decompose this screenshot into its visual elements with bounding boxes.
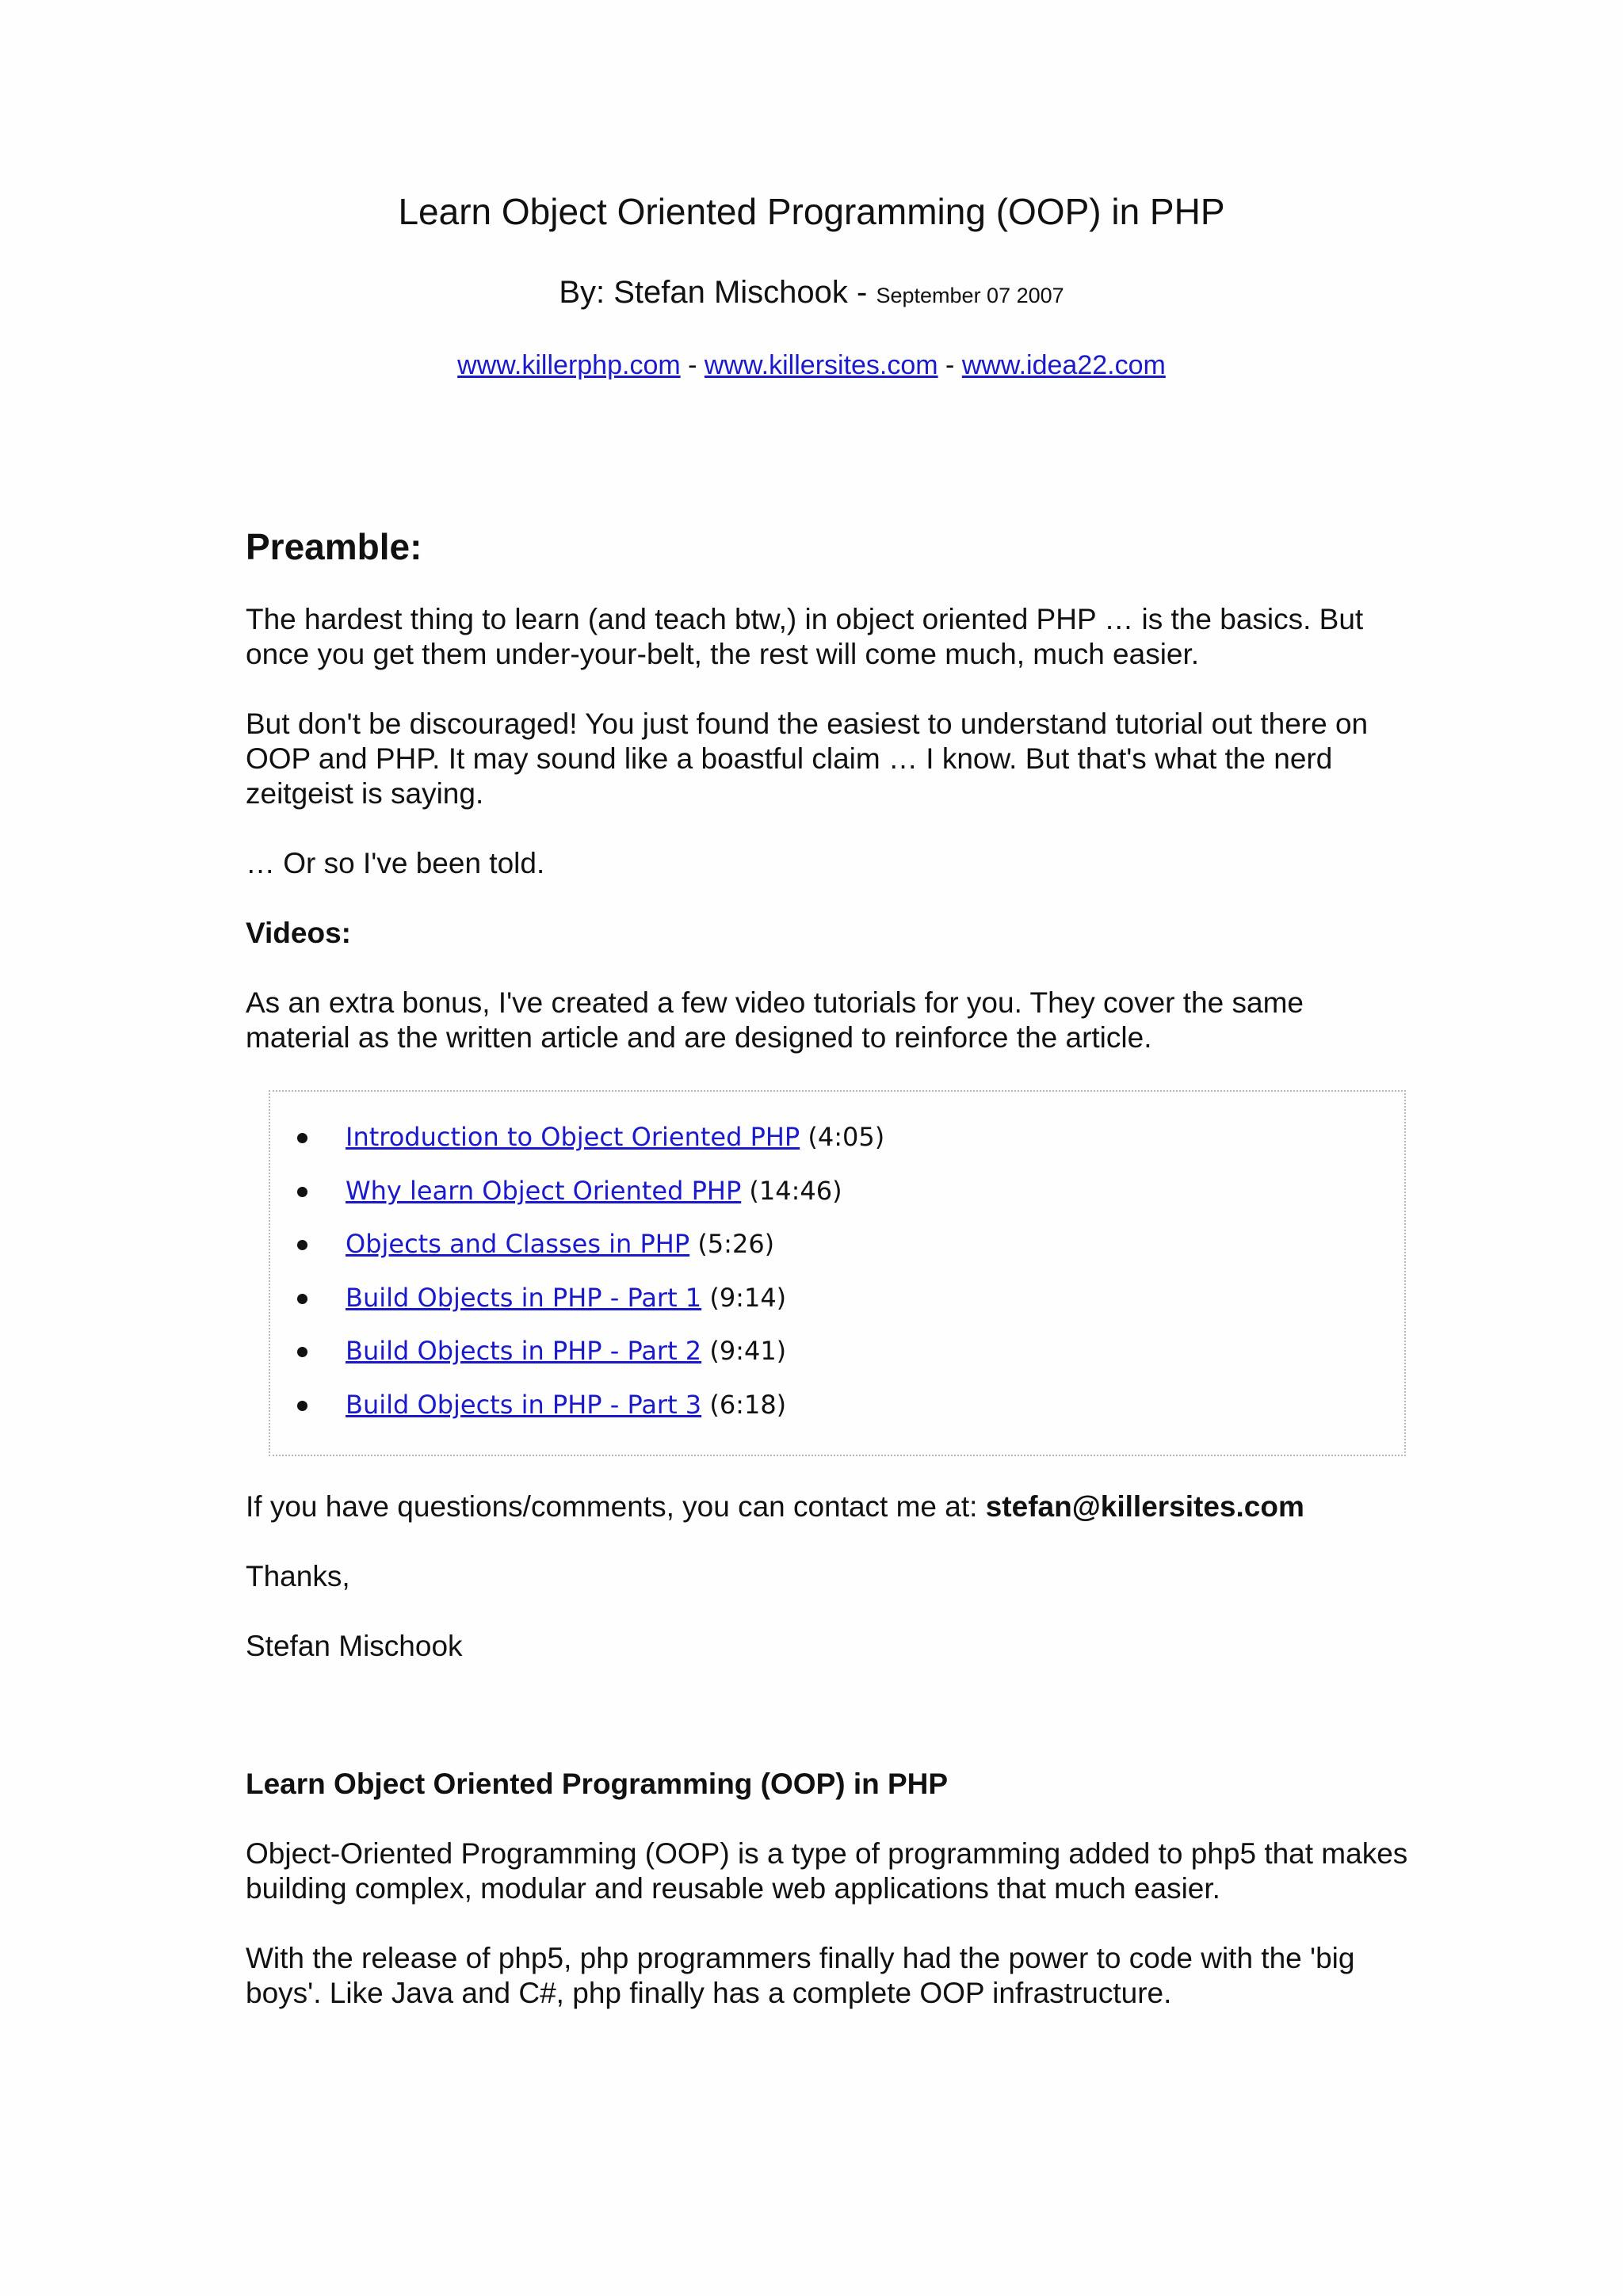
video-list bbox=[270, 1111, 1404, 1432]
link-killersites[interactable]: www.killersites.com bbox=[704, 350, 938, 381]
section2-heading: Learn Object Oriented Programming (OOP) in PHP bbox=[246, 1768, 949, 1801]
videos-heading: Videos: bbox=[246, 917, 351, 950]
video-link[interactable]: Build Objects in PHP - Part 3 bbox=[346, 1389, 702, 1420]
video-list-item bbox=[270, 1379, 1404, 1432]
video-link[interactable]: Why learn Object Oriented PHP bbox=[346, 1175, 742, 1206]
bullet-icon bbox=[297, 1401, 307, 1411]
bullet-icon bbox=[297, 1133, 307, 1143]
byline bbox=[0, 273, 1623, 311]
video-link[interactable]: Build Objects in PHP - Part 2 bbox=[346, 1336, 702, 1367]
preamble-paragraph-2: But don't be discouraged! You just found the easiest to understand tutorial out there on OOP and PHP. It may sound like a boastful claim … I know. But that's what the nerd zeitgeist is saying. bbox=[246, 707, 1369, 810]
video-link[interactable]: Introduction to Object Oriented PHP bbox=[346, 1122, 800, 1153]
signoff-thanks: Thanks, bbox=[246, 1560, 350, 1593]
section2-paragraph-2: With the release of php5, php programmers finally had the power to code with the 'big boys'. Like Java and C#, php finally has a complete OOP infrastructure. bbox=[246, 1942, 1355, 2010]
video-duration: (4:05) bbox=[808, 1122, 885, 1153]
video-duration: (5:26) bbox=[697, 1229, 775, 1260]
section2-paragraph-1: Object-Oriented Programming (OOP) is a type of programming added to php5 that makes building complex, modular and reusable web applications that much easier. bbox=[246, 1837, 1408, 1905]
video-link[interactable]: Build Objects in PHP - Part 1 bbox=[346, 1282, 702, 1313]
document-header bbox=[0, 190, 1623, 382]
site-links bbox=[0, 349, 1623, 382]
videos-intro: As an extra bonus, I've created a few video tutorials for you. They cover the same material as the written article and are designed to reinforce the article. bbox=[246, 986, 1304, 1055]
contact-line bbox=[246, 1489, 1411, 1524]
video-duration: (9:14) bbox=[709, 1282, 787, 1313]
video-list-box bbox=[269, 1090, 1406, 1456]
bullet-icon bbox=[297, 1347, 307, 1357]
video-list-item bbox=[270, 1165, 1404, 1219]
video-list-item bbox=[270, 1325, 1404, 1379]
link-killerphp[interactable]: www.killerphp.com bbox=[457, 350, 681, 381]
contact-email: stefan@killersites.com bbox=[985, 1490, 1304, 1524]
document-body bbox=[246, 525, 1411, 2011]
author-line: By: Stefan Mischook - bbox=[559, 275, 868, 311]
video-duration: (9:41) bbox=[709, 1336, 787, 1367]
document-title: Learn Object Oriented Programming (OOP) in PHP bbox=[398, 191, 1225, 232]
video-list-item bbox=[270, 1272, 1404, 1325]
contact-text: If you have questions/comments, you can contact me at: bbox=[246, 1490, 978, 1524]
preamble-paragraph-3: … Or so I've been told. bbox=[246, 847, 545, 880]
link-separator: - bbox=[938, 350, 962, 381]
preamble-heading: Preamble: bbox=[246, 526, 422, 567]
video-list-item bbox=[270, 1111, 1404, 1165]
publish-date: September 07 2007 bbox=[876, 284, 1064, 308]
link-idea22[interactable]: www.idea22.com bbox=[961, 350, 1166, 381]
bullet-icon bbox=[297, 1240, 307, 1250]
signoff-name: Stefan Mischook bbox=[246, 1630, 463, 1663]
video-duration: (14:46) bbox=[749, 1175, 842, 1206]
video-list-item bbox=[270, 1218, 1404, 1272]
preamble-paragraph-1: The hardest thing to learn (and teach btw,) in object oriented PHP … is the basics. But once you get them under-your-belt, the rest will come much, much easier. bbox=[246, 603, 1364, 671]
bullet-icon bbox=[297, 1294, 307, 1304]
video-link[interactable]: Objects and Classes in PHP bbox=[346, 1229, 690, 1260]
link-separator: - bbox=[680, 350, 705, 381]
bullet-icon bbox=[297, 1187, 307, 1197]
video-duration: (6:18) bbox=[709, 1389, 787, 1420]
